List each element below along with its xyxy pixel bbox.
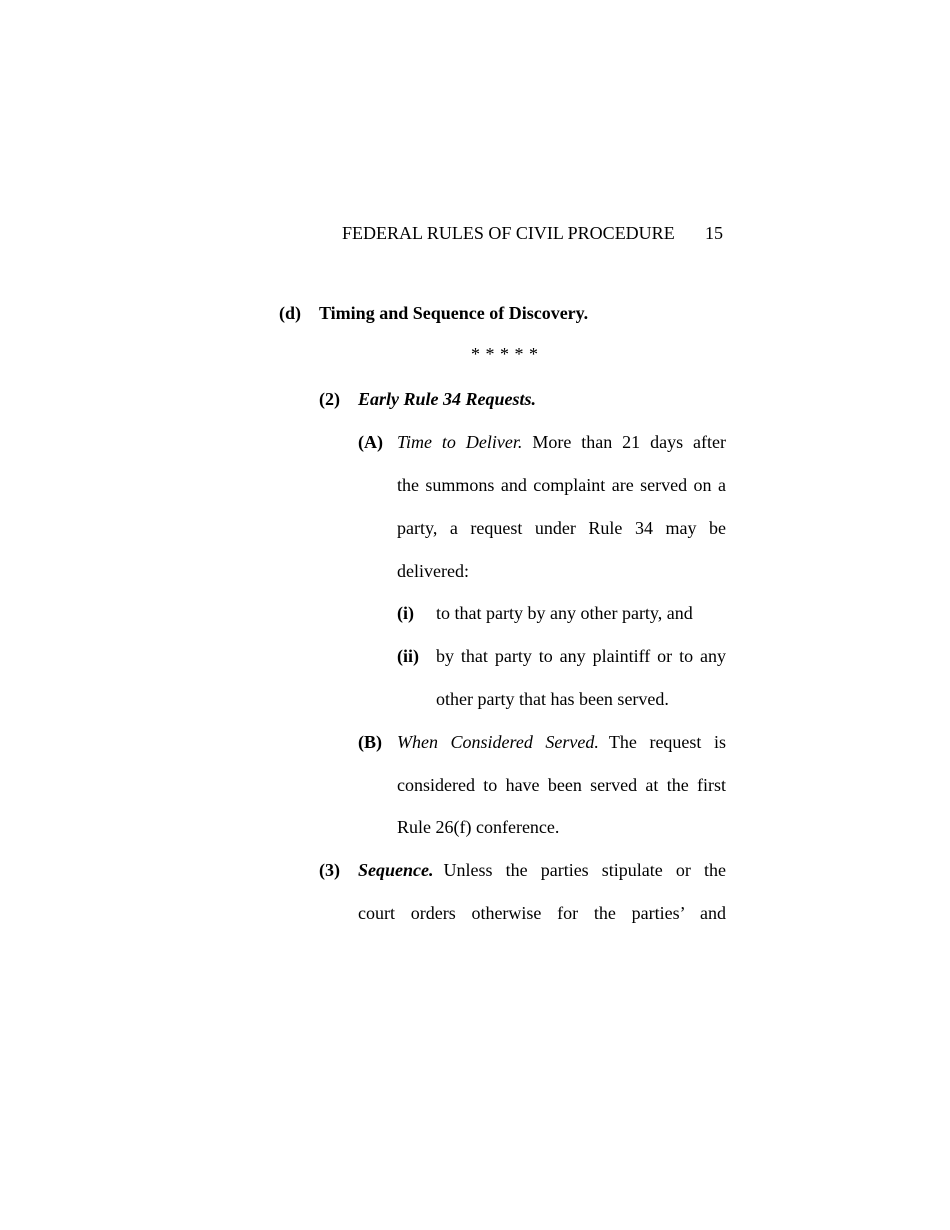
para-2B-line-3: Rule 26(f) conference.: [397, 817, 560, 837]
para-2B-line-1: [397, 733, 726, 751]
para-3-line-2: court orders otherwise for the parties’ and: [358, 903, 726, 923]
para-3-heading: Sequence.: [358, 860, 434, 880]
para-3-line-1: [358, 861, 726, 879]
para-2A-line-4: delivered:: [397, 561, 469, 581]
item-ii-marker: (ii): [397, 646, 419, 666]
para-2B-heading: When Considered Served.: [397, 732, 599, 752]
para-2A-line-2: the summons and complaint are served on a: [397, 475, 726, 495]
item-i-text: to that party by any other party, and: [436, 603, 693, 623]
item-ii-line-1: by that party to any plaintiff or to any: [436, 646, 726, 666]
para-2A-marker: (A): [358, 432, 383, 452]
para-2A-line-3: party, a request under Rule 34 may be: [397, 518, 726, 538]
omission-asterisks: * * * * *: [471, 344, 539, 364]
para-2A-heading: Time to Deliver.: [397, 432, 523, 452]
item-ii-line-2: other party that has been served.: [436, 689, 669, 709]
para-2-heading: Early Rule 34 Requests.: [358, 389, 537, 409]
page-number: 15: [705, 223, 723, 243]
para-2-marker: (2): [319, 389, 340, 409]
para-2A-line-1: [397, 433, 726, 451]
para-2B-line-1-text: The request is: [608, 732, 726, 752]
para-2B-marker: (B): [358, 732, 382, 752]
item-i-marker: (i): [397, 603, 414, 623]
para-3-line-1-text: Unless the parties stipulate or the: [443, 860, 726, 880]
para-2A-line-1-text: More than 21 days after: [532, 432, 726, 452]
section-d-marker: (d): [279, 303, 301, 323]
section-d-heading: Timing and Sequence of Discovery.: [319, 303, 589, 323]
para-3-marker: (3): [319, 860, 340, 880]
running-header-title: FEDERAL RULES OF CIVIL PROCEDURE: [342, 223, 675, 243]
para-2B-line-2: considered to have been served at the first: [397, 775, 726, 795]
